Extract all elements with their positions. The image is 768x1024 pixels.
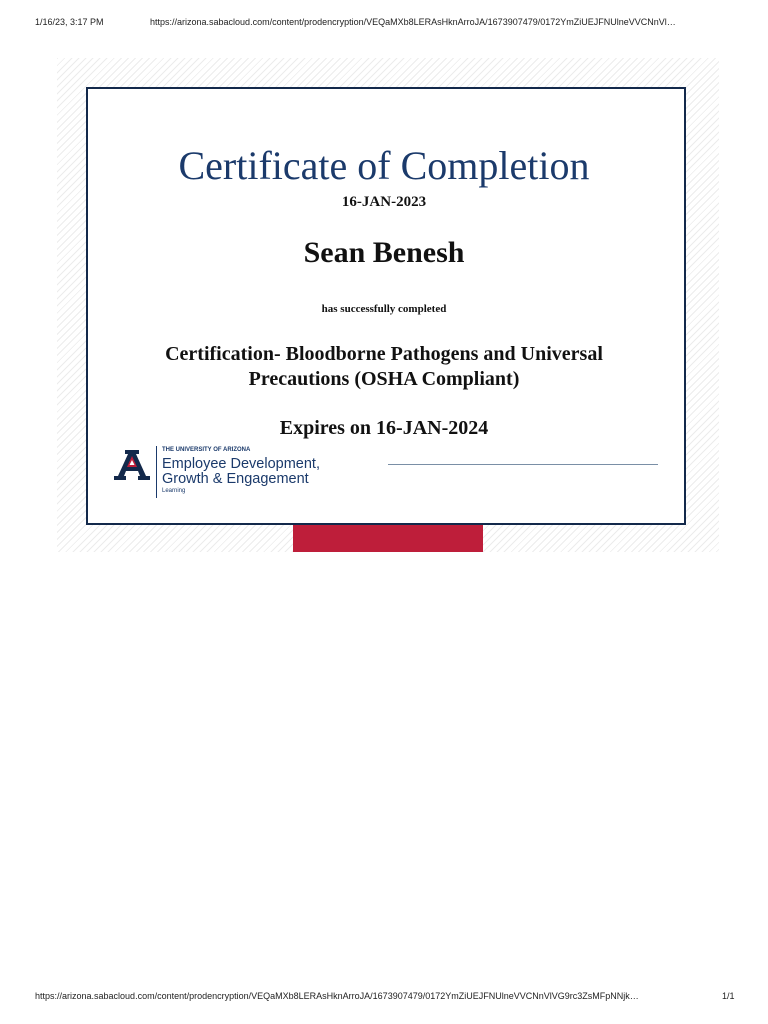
print-datetime: 1/16/23, 3:17 PM [35, 17, 104, 27]
print-footer-url: https://arizona.sabacloud.com/content/prodencryption/VEQaMXb8LERAsHknArroJA/1673907479/0172YmZiUEJFNUlneVVCNnVlVG9rc3ZsMFpNNjk… [35, 991, 639, 1001]
course-title-line-1: Certification- Bloodborne Pathogens and Universal [165, 343, 603, 365]
logo-divider [156, 446, 157, 498]
employee-development-logo [112, 446, 352, 500]
print-footer [0, 991, 768, 1005]
course-title-line-2: Precautions (OSHA Compliant) [248, 368, 520, 390]
logo-university-name: THE UNIVERSITY OF ARIZONA [162, 447, 251, 453]
signature-line [388, 464, 658, 465]
completed-text: has successfully completed [321, 303, 447, 315]
logo-learning: Learning [162, 488, 186, 494]
certificate-title: Certificate of Completion [178, 143, 590, 188]
logo-department-line-2: Growth & Engagement [162, 471, 309, 487]
logo-department-line-1: Employee Development, [162, 456, 320, 472]
course-title [0, 342, 768, 392]
certificate-date: 16-JAN-2023 [341, 194, 427, 210]
print-header [0, 17, 768, 31]
print-url: https://arizona.sabacloud.com/content/prodencryption/VEQaMXb8LERAsHknArroJA/1673907479/0172YmZiUEJFNUlneVVCNnVl… [150, 17, 676, 27]
recipient-name: Sean Benesh [303, 236, 465, 269]
university-of-arizona-a-logo-icon [112, 448, 152, 482]
page-number: 1/1 [722, 991, 735, 1001]
expiration-date: Expires on 16-JAN-2024 [279, 417, 489, 439]
